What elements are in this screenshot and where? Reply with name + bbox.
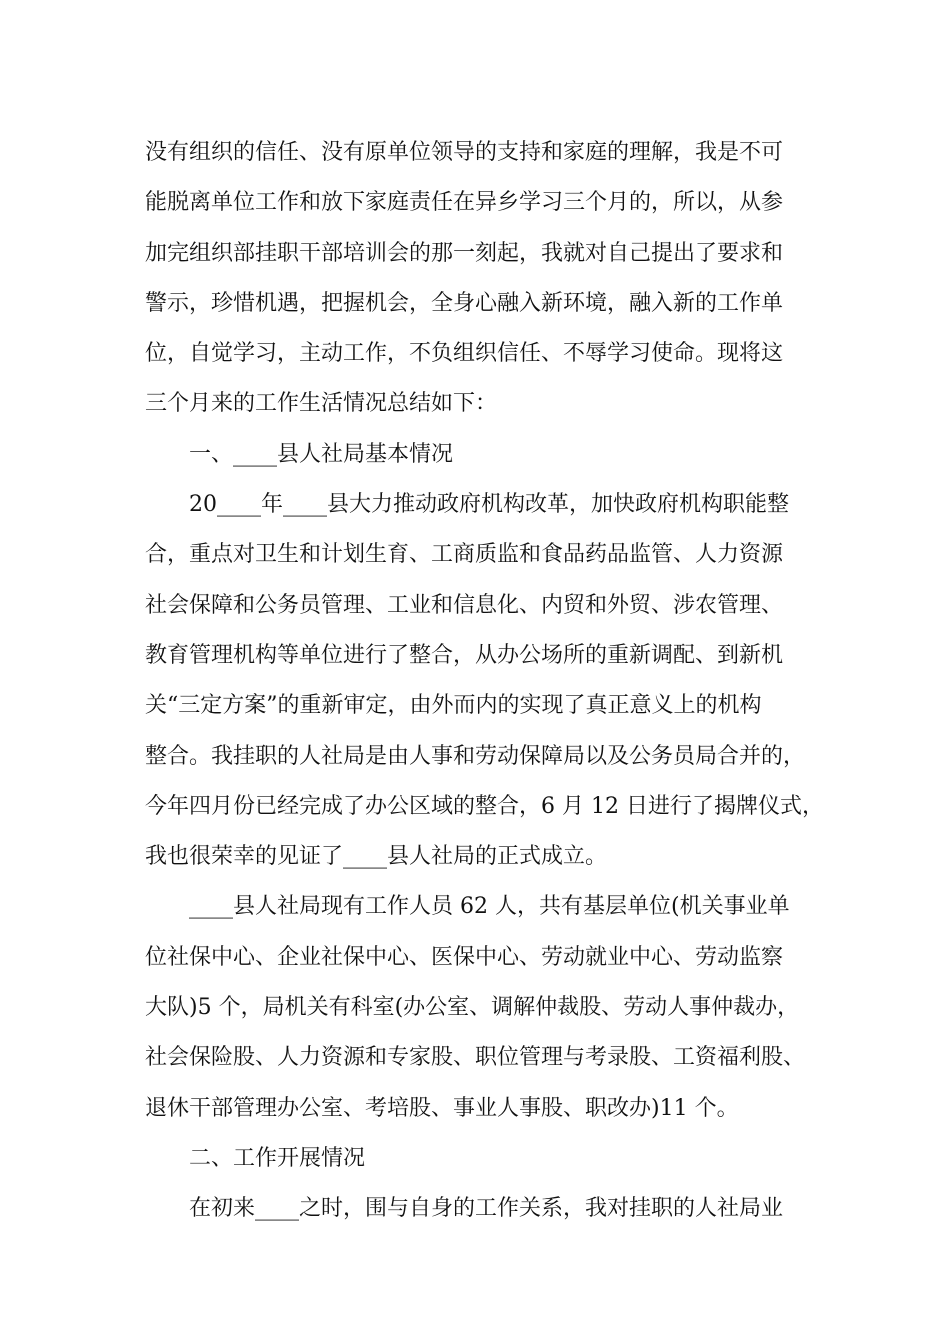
paragraph-line: 位，自觉学习，主动工作，不负组织信任、不辱学习使命。现将这 — [145, 341, 784, 367]
paragraph-line: 能脱离单位工作和放下家庭责任在异乡学习三个月的，所以，从参 — [145, 190, 784, 216]
paragraph-line: 社会保障和公务员管理、工业和信息化、内贸和外贸、涉农管理、 — [145, 592, 784, 618]
paragraph-line: 教育管理机构等单位进行了整合，从办公场所的重新调配、到新机 — [145, 642, 784, 668]
section-heading-2: 二、工作开展情况 — [189, 1145, 366, 1171]
section-heading-1: 一、____县人社局基本情况 — [189, 441, 454, 467]
paragraph-line: 社会保险股、人力资源和专家股、职位管理与考录股、工资福利股、 — [145, 1045, 806, 1071]
body-text — [145, 128, 825, 1235]
paragraph-line: 合，重点对卫生和计划生育、工商质监和食品药品监管、人力资源 — [145, 542, 784, 568]
paragraph-first-line: 20____年____县大力推动政府机构改革，加快政府机构职能整 — [189, 492, 789, 518]
paragraph-line: 我也很荣幸的见证了____县人社局的正式成立。 — [145, 844, 608, 870]
paragraph-line: 关“三定方案”的重新审定，由外而内的实现了真正意义上的机构 — [145, 693, 762, 719]
paragraph-line: 今年四月份已经完成了办公区域的整合，6 月 12 日进行了揭牌仪式， — [145, 793, 824, 819]
paragraph-line: 加完组织部挂职干部培训会的那一刻起，我就对自己提出了要求和 — [145, 240, 784, 266]
paragraph-line: 警示，珍惜机遇，把握机会，全身心融入新环境，融入新的工作单 — [145, 290, 784, 316]
paragraph-line: 整合。我挂职的人社局是由人事和劳动保障局以及公务员局合并的， — [145, 743, 806, 769]
paragraph-line: 退休干部管理办公室、考培股、事业人事股、职改办)11 个。 — [145, 1095, 739, 1121]
paragraph-line: 位社保中心、企业社保中心、医保中心、劳动就业中心、劳动监察 — [145, 944, 784, 970]
paragraph-first-line: ____县人社局现有工作人员 62 人，共有基层单位(机关事业单 — [189, 894, 790, 920]
paragraph-line: 大队)5 个，局机关有科室(办公室、调解仲裁股、劳动人事仲裁办， — [145, 995, 800, 1021]
paragraph-first-line: 在初来____之时，围与自身的工作关系，我对挂职的人社局业 — [189, 1196, 784, 1222]
paragraph-line: 三个月来的工作生活情况总结如下： — [145, 391, 498, 417]
paragraph-line: 没有组织的信任、没有原单位领导的支持和家庭的理解，我是不可 — [145, 140, 784, 165]
